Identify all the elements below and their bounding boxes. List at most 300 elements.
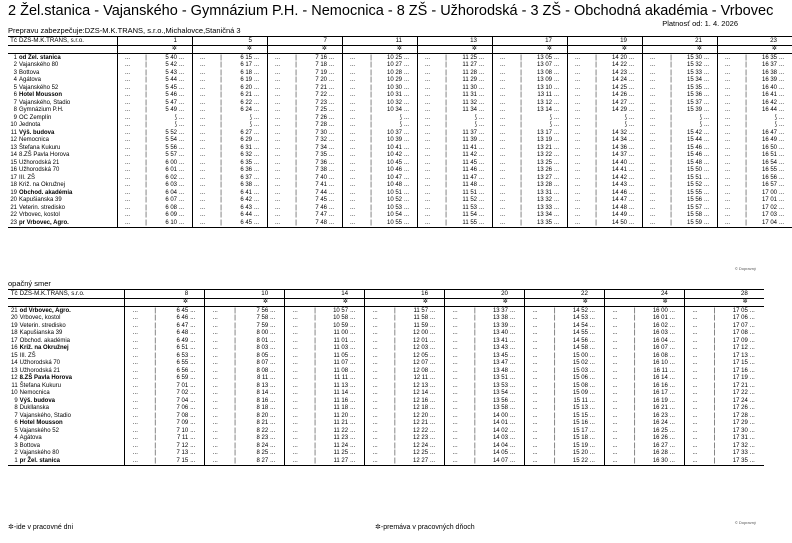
d1-cell-sep: | — [520, 107, 522, 114]
d1-cell-dots: ... — [568, 84, 588, 92]
d1-cell-sep: | — [745, 174, 747, 181]
d2-cell-pad: ... — [749, 352, 755, 359]
d2-cell-pad: ... — [430, 405, 436, 412]
d1-cell-dots: ... — [193, 204, 213, 212]
d2-cell-pad: ... — [669, 322, 675, 329]
d1-cell-pad: ... — [403, 54, 418, 62]
d1-departure-time: 6 44 — [240, 212, 252, 219]
d1-cell-pad: ... — [779, 69, 785, 76]
d2-cell-pad: ... — [509, 330, 515, 337]
d1-cell-pad: ... — [179, 114, 185, 121]
d1-cell-pad: ... — [554, 62, 560, 69]
d1-cell-sep: | — [595, 144, 597, 151]
d1-trip-spacer — [362, 37, 380, 46]
d2-cell-sep: | — [314, 367, 316, 374]
d2-header-carrier: DZS-M.K.TRANS, s.r.o. — [19, 290, 125, 299]
d1-trip-number: 1 — [155, 37, 178, 46]
d2-cell-pad: ... — [509, 427, 515, 434]
d2-departure-time: 8 22 — [256, 427, 269, 434]
d2-departure-time: 12 25 — [413, 450, 429, 457]
d2-departure-time: 17 30 — [732, 427, 748, 434]
d1-cell-dots: ... — [643, 129, 663, 137]
d1-cell-pad: ... — [329, 114, 335, 121]
d2-departure-time: 11 07 — [333, 360, 349, 367]
d2-cell-pad: ... — [190, 420, 196, 427]
d1-cell-sep: | — [520, 144, 522, 151]
d2-cell-dots: ... — [445, 390, 466, 398]
d1-symbol-pad — [328, 45, 343, 54]
d1-cell-sep: | — [145, 77, 147, 84]
d2-cell-dots: ... — [365, 450, 386, 458]
d1-cell-dots: ... — [568, 122, 588, 130]
d1-cell-dots: ... — [418, 99, 438, 107]
d1-cell-dots: ... — [193, 62, 213, 70]
d2-trip-spacer — [385, 290, 404, 299]
d2-cell-dots: ... — [445, 345, 466, 353]
d1-cell-sep: | — [362, 54, 380, 62]
d2-departure-time: 7 58 — [256, 315, 269, 322]
d2-departure-time: 15 06 — [572, 375, 588, 382]
d1-cell-pad: ... — [404, 182, 410, 189]
d1-cell-dots: ... — [493, 137, 513, 145]
d2-cell-pad: ... — [430, 457, 436, 464]
d2-cell-dots: ... — [125, 322, 146, 330]
d1-stop-name: Obchod. akadémia — [19, 189, 73, 196]
d1-departure-time: 11 34 — [462, 107, 477, 114]
d1-cell-sep: | — [670, 69, 672, 76]
d2-departure-time: 15 18 — [572, 435, 588, 442]
d2-cell-pad: ... — [270, 397, 276, 404]
d1-cell-pad: ... — [404, 84, 410, 91]
d2-cell-pad: ... — [430, 315, 436, 322]
d2-departure-time: 12 16 — [413, 397, 429, 404]
d1-departure-time: 5 57 — [165, 152, 177, 159]
d1-trip-pad — [253, 37, 268, 46]
d2-cell-pad: ... — [589, 345, 595, 352]
d1-departure-time: 13 19 — [536, 137, 552, 144]
d1-departure-time: 14 50 — [611, 219, 627, 226]
d2-cell-sep: | — [234, 390, 236, 397]
d1-cell-sep: | — [745, 189, 747, 196]
d2-cell-dots: ... — [125, 352, 146, 360]
d2-cell-sep: | — [554, 382, 556, 389]
d1-header-carrier: DZS-M.K.TRANS, s.r.o. — [18, 37, 118, 46]
d2-cell-sep: | — [554, 450, 556, 457]
d1-cell-pad: ... — [404, 197, 410, 204]
d1-cell-pad: ... — [554, 144, 560, 151]
d2-cell-pad: ... — [509, 322, 515, 329]
d2-cell-sep: | — [154, 397, 156, 404]
d1-departure-time: 15 58 — [686, 212, 702, 219]
d1-departure-time: 5 47 — [165, 99, 177, 106]
d1-cell-pad: ... — [254, 137, 260, 144]
d2-cell-pad: ... — [270, 345, 276, 352]
d2-symbol-pad — [349, 298, 364, 307]
d2-cell-dots: ... — [604, 397, 625, 405]
d1-cell-sep: | — [595, 174, 597, 181]
d2-trip-spacer — [625, 290, 644, 299]
d1-cell-sep: | — [370, 144, 372, 151]
d1-cell-pad: ... — [704, 99, 710, 106]
d2-cell-pad: ... — [669, 450, 675, 457]
d1-cell-pad: ... — [479, 84, 485, 91]
d2-departure-time: 6 55 — [176, 360, 189, 367]
d2-cell-pad: ... — [509, 307, 524, 315]
d1-departure-time: 16 42 — [761, 99, 777, 106]
d2-stop-name: Veterin. stredisko — [19, 322, 66, 329]
d1-cell-sep: | — [745, 107, 747, 114]
d1-stop-number: 9 — [13, 114, 17, 121]
d1-departure-time: 11 28 — [462, 69, 477, 76]
d2-symbol-blank — [524, 298, 545, 307]
d2-cell-sep: | — [633, 420, 636, 427]
d1-cell-dots: ... — [268, 137, 288, 145]
d1-cell-sep: | — [745, 212, 747, 219]
d1-cell-pad: ... — [404, 137, 410, 144]
d2-departure-time: 14 00 — [492, 412, 508, 419]
d2-cell-sep: | — [394, 330, 396, 337]
d1-trip-pad — [328, 37, 343, 46]
d1-departure-time: 16 54 — [761, 159, 777, 166]
d1-cell-dots: ... — [493, 77, 513, 85]
d2-cell-dots: ... — [205, 360, 226, 368]
d1-cell-sep: | — [595, 77, 597, 84]
d1-cell-sep: | — [445, 197, 447, 204]
d1-cell-pad: ... — [629, 99, 635, 106]
timetable-title: 2 Žel.stanica - Vajanského - Gymnázium P.H. - Nemocnica - 8 ZŠ - Užhorodská - 3 ZŠ - Obchodná akadémia - Vrbovec — [8, 3, 774, 19]
d1-stop-name: Jednota — [19, 122, 41, 129]
d1-stop-number: 10 — [10, 122, 17, 129]
d1-stop-row — [8, 197, 792, 205]
d2-departure-time: 6 48 — [176, 330, 189, 337]
d2-departure-time: 11 58 — [413, 315, 429, 322]
d1-departure-time: 5 52 — [165, 129, 177, 136]
d1-cell-sep: | — [670, 174, 672, 181]
d1-cell-sep: | — [445, 137, 447, 144]
d2-cell-sep: | — [154, 382, 156, 389]
d1-departure-time: 14 48 — [611, 204, 627, 211]
d2-cell-pad: ... — [669, 405, 675, 412]
d1-cell-sep: | — [670, 114, 672, 121]
d1-cell-sep: | — [445, 69, 447, 76]
d2-stop-number: 1 — [14, 457, 18, 464]
d1-stop-row — [8, 69, 792, 77]
d1-cell-dots: ... — [568, 114, 588, 122]
d2-cell-pad: ... — [749, 390, 755, 397]
d1-cell-sep: | — [370, 197, 372, 204]
d2-stop-name: Užhorodská 21 — [19, 367, 61, 374]
d1-cell-dots: ... — [718, 54, 738, 62]
d1-departure-time: 15 42 — [686, 129, 702, 136]
d1-cell-pad: ... — [554, 69, 560, 76]
d1-stop-name: Bottova — [19, 69, 40, 76]
d1-cell-dots: ... — [118, 62, 138, 70]
d2-stop-name: Vajanského 80 — [19, 450, 59, 457]
d1-cell-pad: ... — [404, 174, 410, 181]
d1-cell-dots: ... — [718, 152, 738, 160]
d2-stop-name: Agátova — [19, 435, 42, 442]
d2-cell-dots: ... — [125, 405, 146, 413]
d1-trip-blank — [418, 37, 438, 46]
d2-departure-time: 16 19 — [652, 397, 668, 404]
d1-header-row — [8, 37, 792, 46]
d2-cell-pad: ... — [430, 330, 436, 337]
d1-stop-row — [8, 129, 792, 137]
d2-cell-dots: ... — [205, 367, 226, 375]
d2-departure-time: 16 11 — [653, 367, 668, 374]
d1-departure-time: 13 10 — [536, 84, 552, 91]
d2-cell-pad: ... — [190, 345, 196, 352]
d2-cell-pad: ... — [430, 345, 436, 352]
d2-cell-pad: ... — [270, 375, 276, 382]
d2-cell-pad: ... — [509, 442, 515, 449]
d1-cell-dots: ... — [568, 189, 588, 197]
d2-departure-time: 10 57 — [325, 307, 350, 315]
d2-cell-dots: ... — [365, 382, 386, 390]
d2-departure-time: 17 31 — [732, 435, 748, 442]
d1-cell-dots: ... — [343, 219, 363, 227]
d1-stop-row — [8, 204, 792, 212]
d2-cell-sep: | — [394, 337, 396, 344]
d1-cell-pad: ... — [704, 62, 710, 69]
d1-cell-dots: ... — [193, 197, 213, 205]
d1-cell-sep: | — [145, 69, 147, 76]
d1-stop-number: 18 — [10, 182, 17, 189]
d2-cell-sep: | — [394, 382, 396, 389]
d1-cell-pad: ... — [629, 167, 635, 174]
d1-cell-sep: | — [145, 137, 147, 144]
d1-departure-time: 6 08 — [165, 204, 177, 211]
d1-symbol-blank — [568, 45, 588, 54]
d1-departure-time: 15 44 — [686, 137, 702, 144]
d2-cell-pad: ... — [589, 435, 595, 442]
d2-cell-dots: ... — [125, 397, 146, 405]
d2-cell-dots: ... — [285, 345, 306, 353]
d2-departure-time: 11 03 — [333, 345, 349, 352]
d1-departure-time: 16 47 — [761, 129, 777, 136]
d1-cell-sep: | — [220, 159, 222, 166]
d1-cell-sep: | — [595, 107, 597, 114]
d1-cell-dots: ... — [418, 189, 438, 197]
d1-cell-pad: ... — [629, 122, 635, 129]
d2-cell-pad: ... — [749, 375, 755, 382]
d1-cell-pad: ... — [554, 204, 560, 211]
d2-cell-sep: | — [554, 412, 556, 419]
d1-cell-pad: ... — [704, 122, 710, 129]
d2-cell-sep: | — [314, 345, 316, 352]
d2-stop-name: Kapušianska 39 — [19, 330, 63, 337]
d1-cell-dots: ... — [718, 182, 738, 190]
d1-cell-sep: | — [295, 122, 297, 129]
d2-departure-time: 7 02 — [176, 390, 189, 397]
d2-cell-pad: ... — [669, 382, 675, 389]
d1-departure-time: 5 40 — [155, 54, 178, 62]
d2-cell-pad: ... — [350, 375, 356, 382]
d2-cell-pad: ... — [350, 337, 356, 344]
d1-cell-sep: | — [295, 77, 297, 84]
d2-cell-pad: ... — [669, 330, 675, 337]
d2-cell-sep: | — [234, 375, 236, 382]
d2-trip-spacer — [146, 290, 165, 299]
d2-departure-time: 17 09 — [732, 337, 748, 344]
d1-cell-pad: ... — [779, 77, 785, 84]
d2-cell-dots: ... — [684, 397, 705, 405]
d2-cell-pad: ... — [749, 427, 755, 434]
d1-symbol-blank — [343, 45, 363, 54]
d2-cell-sep: | — [474, 412, 476, 419]
d1-cell-sep: | — [520, 99, 522, 106]
d1-cell-dots: ... — [118, 174, 138, 182]
d2-cell-pad: ... — [350, 382, 356, 389]
d2-cell-sep: | — [394, 322, 396, 329]
d1-cell-pad: ... — [779, 137, 785, 144]
d1-departure-time: ⟆ — [699, 122, 702, 129]
d2-cell-pad: ... — [509, 435, 515, 442]
d1-cell-sep: | — [145, 114, 147, 121]
d1-departure-time: ⟆ — [249, 114, 252, 121]
d2-cell-sep: | — [713, 367, 716, 374]
d1-cell-sep: | — [145, 174, 147, 181]
d1-cell-sep: | — [220, 204, 222, 211]
d1-departure-time: 10 31 — [386, 92, 402, 99]
d2-stop-number: 12 — [10, 375, 18, 382]
d1-cell-sep: | — [595, 152, 597, 159]
d2-stop-row — [8, 435, 764, 443]
d1-cell-dots: ... — [343, 77, 363, 85]
d1-cell-dots: ... — [493, 62, 513, 70]
d1-departure-time: ⟆ — [399, 122, 402, 129]
d2-stop-row — [8, 367, 764, 375]
d2-stop-name: Vajanského, Stadio — [19, 412, 71, 419]
d1-cell-sep: | — [445, 122, 447, 129]
d1-cell-dots: ... — [193, 84, 213, 92]
d2-trip-number: 8 — [165, 290, 190, 299]
d1-trip-number: 5 — [230, 37, 253, 46]
d1-cell-pad: ... — [629, 219, 635, 226]
d1-cell-pad: ... — [704, 114, 710, 121]
d1-workday-symbol: ✲ — [771, 45, 777, 53]
d1-cell-sep: | — [670, 144, 672, 151]
d1-cell-sep: | — [220, 77, 222, 84]
d1-cell-pad: ... — [179, 152, 185, 159]
d2-cell-dots: ... — [445, 457, 466, 465]
d2-cell-pad: ... — [350, 330, 356, 337]
d1-departure-time: 10 42 — [386, 152, 402, 159]
d2-departure-time: 14 55 — [572, 330, 588, 337]
d1-cell-pad: ... — [404, 167, 410, 174]
d2-stop-name: Vrbovec, kostol — [19, 315, 61, 322]
d2-cell-sep: | — [554, 375, 556, 382]
d2-departure-time: 8 21 — [256, 420, 269, 427]
d1-cell-sep: | — [595, 219, 597, 226]
d1-cell-sep: | — [595, 159, 597, 166]
d2-cell-pad: ... — [669, 427, 675, 434]
d2-stop-row — [8, 457, 764, 465]
d1-cell-dots: ... — [193, 212, 213, 220]
d2-cell-sep: | — [314, 382, 316, 389]
d1-cell-sep: | — [520, 77, 522, 84]
d1-cell-sep: | — [520, 189, 522, 196]
d2-stop-row — [8, 307, 764, 315]
d1-cell-dots: ... — [118, 114, 138, 122]
d1-departure-time: 13 05 — [530, 54, 553, 62]
d1-departure-time: 15 35 — [686, 84, 702, 91]
d1-cell-dots: ... — [718, 144, 738, 152]
d2-cell-dots: ... — [365, 412, 386, 420]
d2-stop-row — [8, 322, 764, 330]
d1-stop-row — [8, 114, 792, 122]
d2-cell-dots: ... — [604, 457, 625, 465]
d2-cell-dots: ... — [604, 435, 625, 443]
d2-cell-pad: ... — [589, 390, 595, 397]
d2-departure-time: 15 11 — [573, 397, 588, 404]
d2-cell-pad: ... — [669, 435, 675, 442]
d2-cell-dots: ... — [524, 337, 545, 345]
d2-cell-sep: | — [713, 442, 716, 449]
d1-cell-pad: ... — [479, 137, 485, 144]
d2-cell-pad: ... — [270, 442, 276, 449]
d1-stop-row — [8, 107, 792, 115]
d2-departure-time: 11 18 — [333, 405, 349, 412]
d1-cell-sep: | — [445, 174, 447, 181]
d1-cell-sep: | — [670, 137, 672, 144]
d2-cell-dots: ... — [684, 352, 705, 360]
d1-cell-sep: | — [145, 182, 147, 189]
d1-departure-time: 15 57 — [686, 204, 702, 211]
d2-stop-row — [8, 375, 764, 383]
d1-stop-row — [8, 144, 792, 152]
d1-cell-dots: ... — [493, 54, 513, 62]
d2-cell-sep: | — [394, 435, 396, 442]
d1-cell-dots: ... — [718, 167, 738, 175]
d2-departure-time: 14 52 — [564, 307, 589, 315]
d1-cell-sep: | — [145, 152, 147, 159]
d2-cell-sep: | — [474, 420, 476, 427]
d1-workday-symbol: ✲ — [621, 45, 627, 53]
d1-cell-dots: ... — [268, 84, 288, 92]
d1-stop-name: Užhorodská 70 — [19, 167, 60, 174]
d1-cell-pad: ... — [404, 144, 410, 151]
d1-cell-sep: | — [745, 69, 747, 76]
d1-cell-pad: ... — [179, 129, 185, 136]
d1-departure-time: 6 38 — [240, 182, 252, 189]
d2-cell-sep: | — [234, 352, 236, 359]
d1-cell-dots: ... — [643, 84, 663, 92]
d2-departure-time: 14 05 — [492, 450, 508, 457]
d1-departure-time: 5 46 — [165, 92, 177, 99]
d2-cell-dots: ... — [684, 442, 705, 450]
d1-cell-dots: ... — [268, 189, 288, 197]
d2-cell-pad: ... — [430, 352, 436, 359]
d2-cell-dots: ... — [445, 360, 466, 368]
d1-cell-sep: | — [445, 107, 447, 114]
d2-cell-dots: ... — [604, 420, 625, 428]
d1-departure-time: 14 32 — [611, 129, 627, 136]
d1-cell-sep: | — [595, 167, 597, 174]
d2-trip-spacer — [545, 290, 564, 299]
d2-cell-sep: | — [474, 382, 476, 389]
d2-cell-dots: ... — [285, 390, 306, 398]
d2-cell-pad: ... — [190, 405, 196, 412]
d1-cell-pad: ... — [479, 99, 485, 106]
d2-cell-sep: | — [154, 412, 156, 419]
d1-departure-time: 14 43 — [611, 182, 627, 189]
d1-cell-sep: | — [670, 152, 672, 159]
d1-cell-pad: ... — [404, 189, 410, 196]
d2-symbol-pad — [669, 298, 684, 307]
d2-departure-time: 6 53 — [176, 352, 189, 359]
d1-departure-time: ⟆ — [474, 122, 477, 129]
